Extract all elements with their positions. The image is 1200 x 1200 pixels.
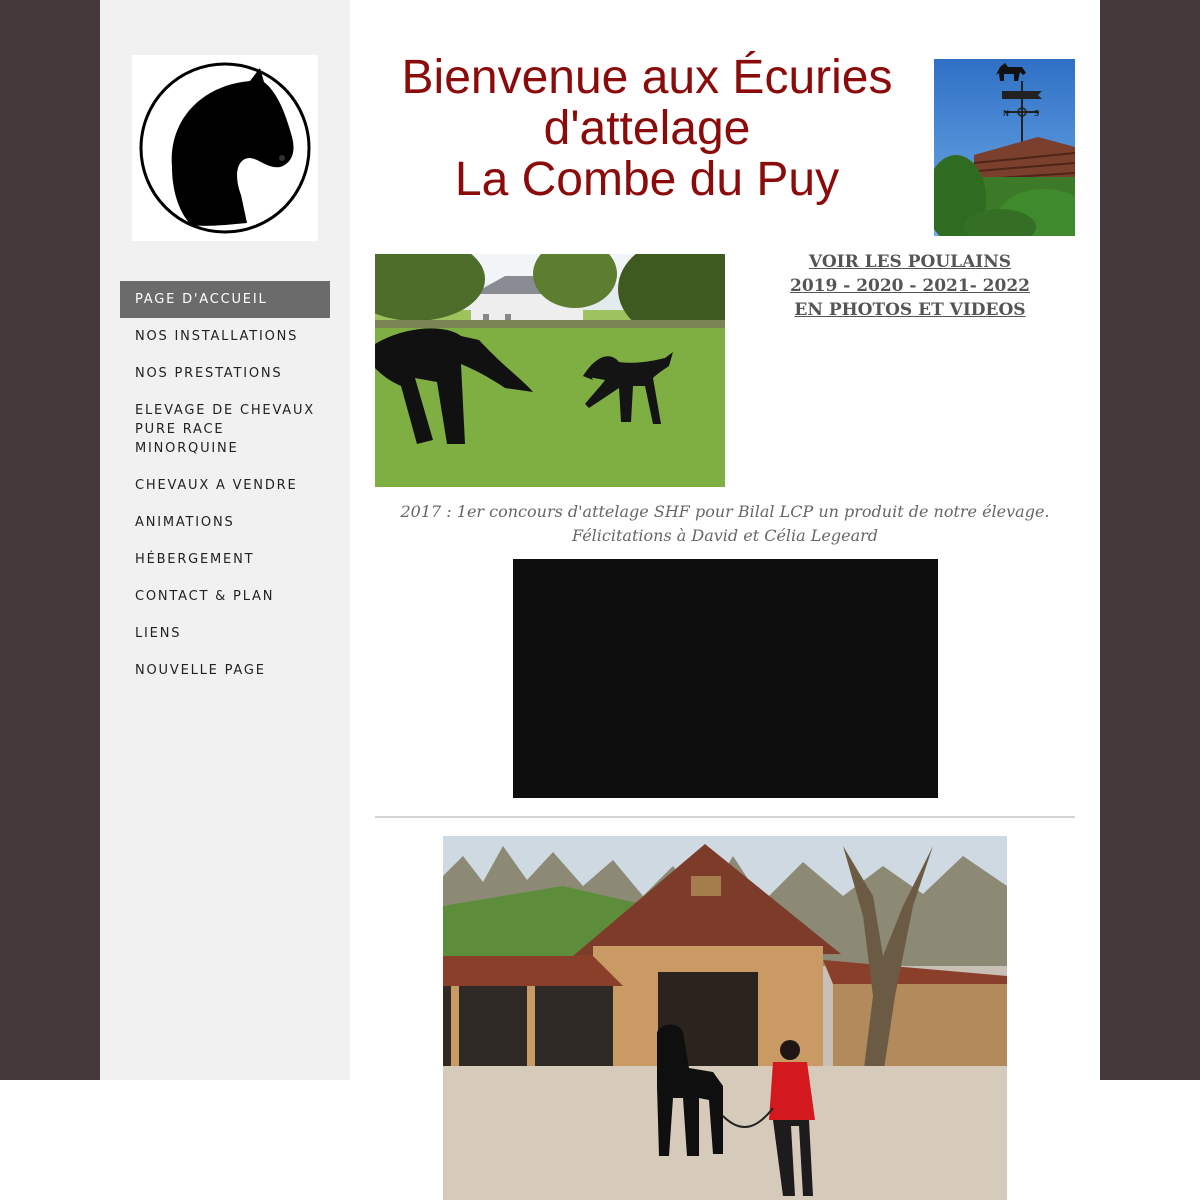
nav-item-accueil[interactable]: PAGE D'ACCUEIL: [120, 281, 330, 318]
nav-item-animations[interactable]: ANIMATIONS: [135, 515, 235, 530]
foals-gallery-link[interactable]: [745, 250, 1075, 322]
title-line-1: Bienvenue aux Écuries: [401, 51, 893, 104]
main-content: [350, 0, 1100, 1200]
nav-item-prestations[interactable]: NOS PRESTATIONS: [135, 366, 283, 381]
weathervane-photo: [934, 59, 1075, 236]
horse-head-logo-icon[interactable]: [132, 55, 318, 241]
video-embed[interactable]: [513, 559, 938, 798]
nav-item-hebergement[interactable]: HÉBERGEMENT: [135, 552, 255, 567]
mare-and-foal-photo: [375, 254, 725, 487]
nav-item-chevaux-a-vendre[interactable]: CHEVAUX A VENDRE: [135, 478, 298, 493]
foals-link-line-2[interactable]: 2019 - 2020 - 2021- 2022: [789, 276, 1031, 296]
svg-text:N: N: [1003, 109, 1009, 118]
page-title: [390, 52, 904, 205]
sidebar: [100, 0, 350, 1080]
nav-item-contact-plan[interactable]: CONTACT & PLAN: [135, 589, 275, 604]
nav-item-nouvelle-page[interactable]: NOUVELLE PAGE: [135, 663, 266, 678]
main-navigation: [120, 281, 330, 689]
caption-line-1: 2017 : 1er concours d'attelage SHF pour Bilal LCP un produit de notre élevage.: [400, 502, 1050, 521]
nav-item-liens[interactable]: LIENS: [135, 626, 182, 641]
foals-link-line-1[interactable]: VOIR LES POULAINS: [808, 252, 1012, 272]
foals-link-line-3[interactable]: EN PHOTOS ET VIDEOS: [794, 300, 1026, 320]
svg-text:S: S: [1034, 109, 1040, 118]
title-line-2: d'attelage: [543, 102, 751, 155]
caption-line-2: Félicitations à David et Célia Legeard: [571, 526, 879, 545]
nav-item-installations[interactable]: NOS INSTALLATIONS: [135, 329, 299, 344]
nav-item-elevage[interactable]: ELEVAGE DE CHEVAUX PURE RACE MINORQUINE: [135, 403, 316, 456]
title-line-3: La Combe du Puy: [454, 153, 840, 206]
stable-photo: [443, 836, 1007, 1200]
section-divider: [375, 816, 1075, 818]
award-caption: [375, 500, 1075, 548]
